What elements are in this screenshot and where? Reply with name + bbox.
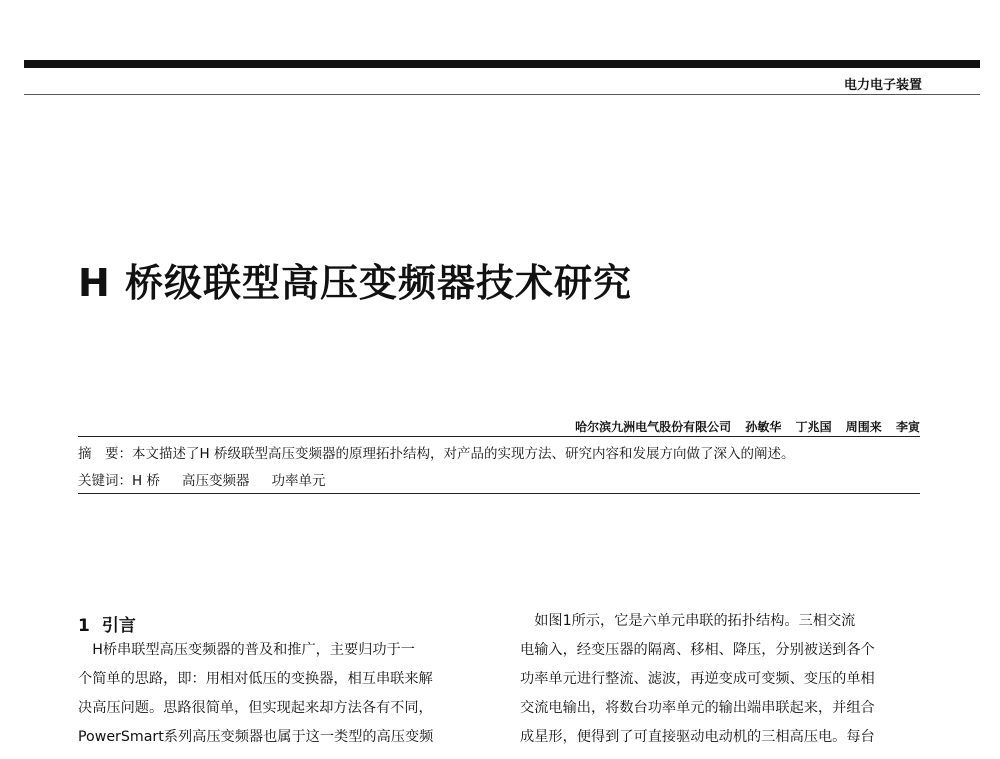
abstract-text: 本文描述了H 桥级联型高压变频器的原理拓扑结构，对产品的实现方法、研究内容和发展方向做了深入的阐述。 xyxy=(132,446,795,462)
text-line: 个简单的思路，即：用相对低压的变换器，相互串联来解 xyxy=(78,671,433,687)
text-line: 成星形，便得到了可直接驱动电动机的三相高压电。每台 xyxy=(520,729,875,745)
author-name: 丁兆国 xyxy=(795,420,832,434)
left-column-text xyxy=(78,636,498,752)
section-title: 引言 xyxy=(101,616,136,636)
section-number: 1 xyxy=(78,616,90,636)
header-rule-thick xyxy=(24,60,980,68)
text-line: 功率单元进行整流、滤波，再逆变成可变频、变压的单相 xyxy=(520,671,875,687)
paper-title: H 桥级联型高压变频器技术研究 xyxy=(78,261,633,305)
text-line: 如图1所示，它是六单元串联的拓扑结构。三相交流 xyxy=(520,613,856,629)
journal-section-label: 电力电子装置 xyxy=(843,78,922,93)
author-name: 李寅 xyxy=(895,420,920,434)
abstract-rule xyxy=(78,436,920,437)
text-line: 决高压问题。思路很简单，但实现起来却方法各有不同， xyxy=(78,700,433,716)
header-rule-thin xyxy=(24,94,980,95)
author-name: 周围来 xyxy=(845,420,882,434)
keyword: 高压变频器 xyxy=(181,473,250,489)
text-line: PowerSmart系列高压变频器也属于这一类型的高压变频 xyxy=(78,729,434,745)
keywords xyxy=(78,469,347,489)
text-line: H桥串联型高压变频器的普及和推广，主要归功于一 xyxy=(78,642,415,658)
text-line: 电输入，经变压器的隔离、移相、降压，分别被送到各个 xyxy=(520,642,875,658)
right-column-text xyxy=(520,607,930,752)
author-line xyxy=(575,418,920,435)
author-name: 孙敏华 xyxy=(745,420,782,434)
abstract-label: 摘 要： xyxy=(78,446,132,462)
abstract xyxy=(78,442,928,462)
keyword: H 桥 xyxy=(132,473,160,489)
keywords-label: 关键词： xyxy=(78,473,132,489)
section-heading xyxy=(78,611,136,636)
keyword: 功率单元 xyxy=(271,473,326,489)
keywords-rule xyxy=(78,493,920,494)
text-line: 交流电输出，将数台功率单元的输出端串联起来，并组合 xyxy=(520,700,875,716)
author-affiliation: 哈尔滨九洲电气股份有限公司 xyxy=(575,420,732,434)
